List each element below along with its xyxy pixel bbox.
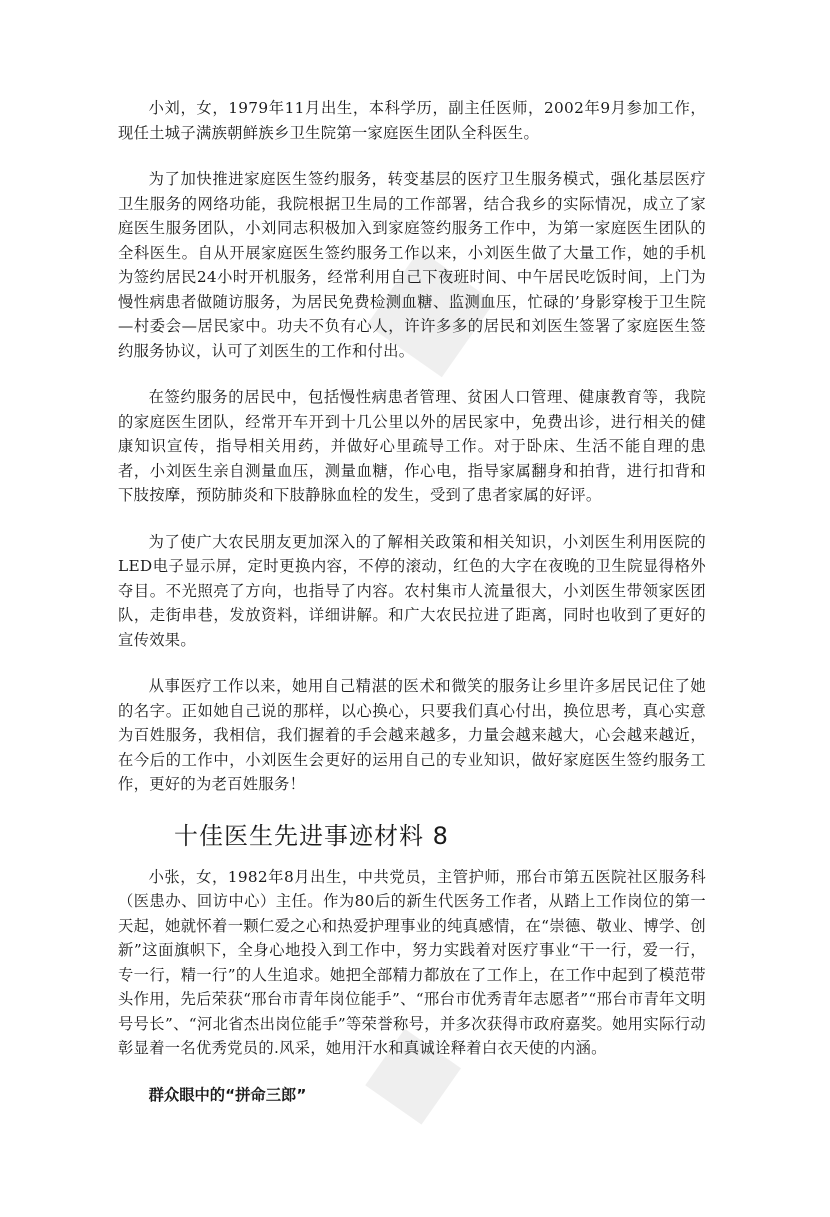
paragraph: 为了加快推进家庭医生签约服务，转变基层的医疗卫生服务模式，强化基层医疗卫生服务的网络功能，我院根据卫生局的工作部署，结合我乡的实际情况，成立了家庭医生服务团队，小刘同志积极加入到家庭签约服务工作中，为第一家庭医生团队的全科医生。自从开展家庭医生签约服务工作以来，小刘医生做了大量工作，她的手机为签约居民24小时开机服务，经常利用自己下夜班时间、中午居民吃饭时间，上门为慢性病患者做随访服务，为居民免费检测血糖、监测血压，忙碌的’身影穿梭于卫生院—村委会—居民家中。功夫不负有心人，许许多多的居民和刘医生签署了家庭医生签约服务协议，认可了刘医生的工作和付出。: [118, 170, 706, 360]
paragraph: 小张，女，1982年8月出生，中共党员，主管护师，邢台市第五医院社区服务科（医患办、回访中心）主任。作为80后的新生代医务工作者，从踏上工作岗位的第一天起，她就怀着一颗仁爱之心和热爱护理事业的纯真感情，在“崇德、敬业、博学、创新”这面旗帜下，全身心地投入到工作中，努力实践着对医疗事业“干一行，爱一行，专一行，精一行”的人生追求。她把全部精力都放在了工作上，在工作中起到了模范带头作用，先后荣获“邢台市青年岗位能手”、“邢台市优秀青年志愿者”“邢台市青年文明号号长”、“河北省杰出岗位能手”等荣誉称号，并多次获得市政府嘉奖。她用实际行动彰显着一名优秀党员的.风采，她用汗水和真诚诠释着白衣天使的内涵。: [118, 867, 706, 1057]
paragraph: 为了使广大农民朋友更加深入的了解相关政策和相关知识，小刘医生利用医院的LED电子显示屏，定时更换内容，不停的滚动，红色的大字在夜晚的卫生院显得格外夺目。不光照亮了方向，也指导了内容。农村集市人流量很大，小刘医生带领家医团队，走街串巷，发放资料，详细讲解。和广大农民拉进了距离，同时也收到了更好的宣传效果。: [118, 532, 706, 649]
subheading: 群众眼中的“拼命三郎”: [148, 1085, 307, 1104]
document-body: [118, 96, 706, 1107]
paragraph: 从事医疗工作以来，她用自己精湛的医术和微笑的服务让乡里许多居民记住了她的名字。正如她自己说的那样，以心换心，只要我们真心付出，换位思考，真心实意为百姓服务，我相信，我们握着的手会越来越多，力量会越来越大，心会越来越近，在今后的工作中，小刘医生会更好的运用自己的专业知识，做好家庭医生签约服务工作，更好的为老百姓服务！: [118, 677, 706, 793]
section-heading: 十佳医生先进事迹材料 8: [174, 821, 449, 850]
watermark: ■: [349, 216, 523, 396]
paragraph: 小刘，女，1979年11月出生，本科学历，副主任医师，2002年9月参加工作，现任土城子满族朝鲜族乡卫生院第一家庭医生团队全科医生。: [118, 99, 706, 142]
paragraph: 在签约服务的居民中，包括慢性病患者管理、贫困人口管理、健康教育等，我院的家庭医生团队，经常开车开到十几公里以外的居民家中，免费出诊，进行相关的健康知识宣传，指导相关用药，并做好心里疏导工作。对于卧床、生活不能自理的患者，小刘医生亲自测量血压，测量血糖，作心电，指导家属翻身和拍背，进行扣背和下肢按摩，预防肺炎和下肢静脉血栓的发生，受到了患者家属的好评。: [118, 388, 706, 504]
watermark: ■: [352, 1003, 483, 1139]
